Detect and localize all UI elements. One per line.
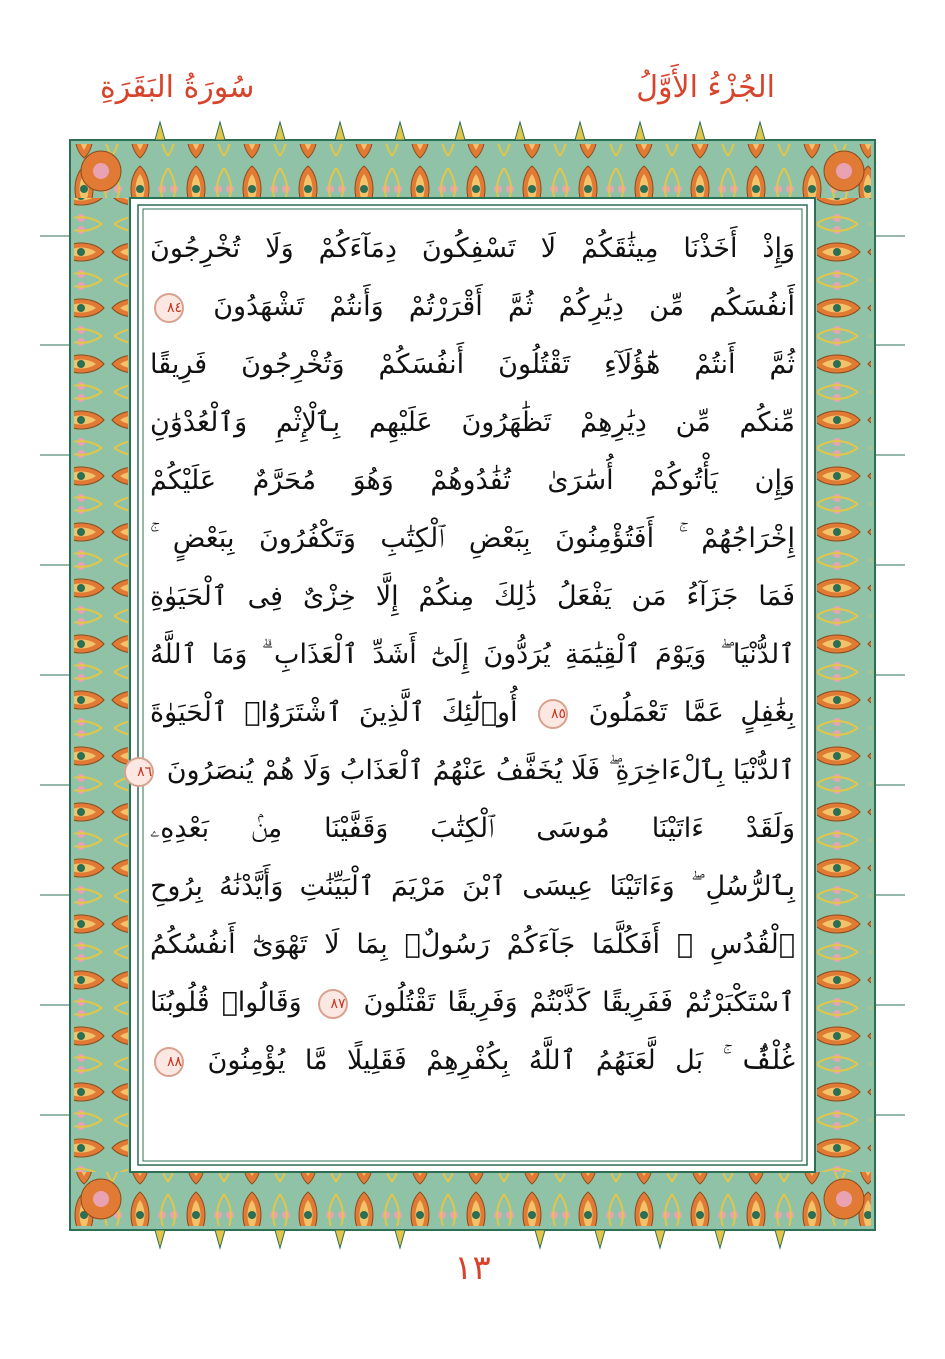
ayah-marker-87: ٨٧	[318, 989, 348, 1019]
verse-line-2: أَنفُسَكُم مِّن دِيَٰرِكُمْ ثُمَّ أَقْرَرْتُمْ وَأَنتُمْ تَشْهَدُونَ ٨٤	[150, 278, 795, 336]
verse-line-8: ٱلدُّنْيَا ۖ وَيَوْمَ ٱلْقِيَٰمَةِ يُرَدُّونَ إِلَىٰٓ أَشَدِّ ٱلْعَذَابِ ۗ وَمَا ٱللَّهُ	[150, 639, 795, 670]
verse-line-9: بِغَٰفِلٍ عَمَّا تَعْمَلُونَ ٨٥ أُو۟لَٰٓئِكَ ٱلَّذِينَ ٱشْتَرَوُا۟ ٱلْحَيَوٰةَ	[150, 697, 796, 728]
verse-line-13: ٱلْقُدُسِ ۗ أَفَكُلَّمَا جَآءَكُمْ رَسُولٌۢ بِمَا لَا تَهْوَىٰٓ أَنفُسُكُمُ	[150, 929, 795, 960]
ayah-marker-84: ٨٤	[154, 293, 184, 323]
ayah-marker-85: ٨٥	[538, 699, 568, 729]
verse-line-14: ٱسْتَكْبَرْتُمْ فَفَرِيقًا كَذَّبْتُمْ وَفَرِيقًا تَقْتُلُونَ ٨٧ وَقَالُوا۟ قُلُوبُنَا	[150, 987, 795, 1018]
verse-line-11: وَلَقَدْ ءَاتَيْنَا مُوسَى ٱلْكِتَٰبَ وَقَفَّيْنَا مِنۢ بَعْدِهِۦ	[150, 813, 795, 844]
verse-line-12: بِٱلرُّسُلِ ۖ وَءَاتَيْنَا عِيسَى ٱبْنَ مَرْيَمَ ٱلْبَيِّنَٰتِ وَأَيَّدْنَٰهُ بِرُوحِ	[150, 871, 795, 902]
verse-line-6: إِخْرَاجُهُمْ ۚ أَفَتُؤْمِنُونَ بِبَعْضِ ٱلْكِتَٰبِ وَتَكْفُرُونَ بِبَعْضٍ ۚ	[150, 523, 795, 554]
verse-line-5: وَإِن يَأْتُوكُمْ أُسَٰرَىٰ تُفَٰدُوهُمْ وَهُوَ مُحَرَّمٌ عَلَيْكُمْ	[150, 465, 795, 496]
verse-text-area	[137, 212, 796, 1149]
ayah-marker-86: ٨٦	[124, 757, 154, 787]
verse-line-15: غُلْفٌۢ ۚ بَل لَّعَنَهُمُ ٱللَّهُ بِكُفْرِهِمْ فَقَلِيلًا مَّا يُؤْمِنُونَ ٨٨	[150, 1032, 795, 1090]
verse-line-3: ثُمَّ أَنتُمْ هَٰٓؤُلَآءِ تَقْتُلُونَ أَنفُسَكُمْ وَتُخْرِجُونَ فَرِيقًا	[150, 349, 795, 380]
verse-line-10: ٱلدُّنْيَا بِٱلْءَاخِرَةِ ۖ فَلَا يُخَفَّفُ عَنْهُمُ ٱلْعَذَابُ وَلَا هُمْ يُنصَرُونَ ٨٦	[150, 742, 795, 800]
page-number: ١٣	[454, 1248, 491, 1288]
verse-line-7: فَمَا جَزَآءُ مَن يَفْعَلُ ذَٰلِكَ مِنكُمْ إِلَّا خِزْىٌ فِى ٱلْحَيَوٰةِ	[150, 581, 795, 612]
ayah-marker-88: ٨٨	[154, 1047, 184, 1077]
verse-line-4: مِّنكُم مِّن دِيَٰرِهِمْ تَظَٰهَرُونَ عَلَيْهِم بِٱلْإِثْمِ وَٱلْعُدْوَٰنِ	[150, 407, 795, 438]
surah-title: سُورَةُ البَقَرَةِ	[100, 70, 255, 105]
verse-line-1: وَإِذْ أَخَذْنَا مِيثَٰقَكُمْ لَا تَسْفِكُونَ دِمَآءَكُمْ وَلَا تُخْرِجُونَ	[150, 233, 795, 264]
juz-title: الجُزْءُ الأَوَّلُ	[636, 70, 775, 105]
